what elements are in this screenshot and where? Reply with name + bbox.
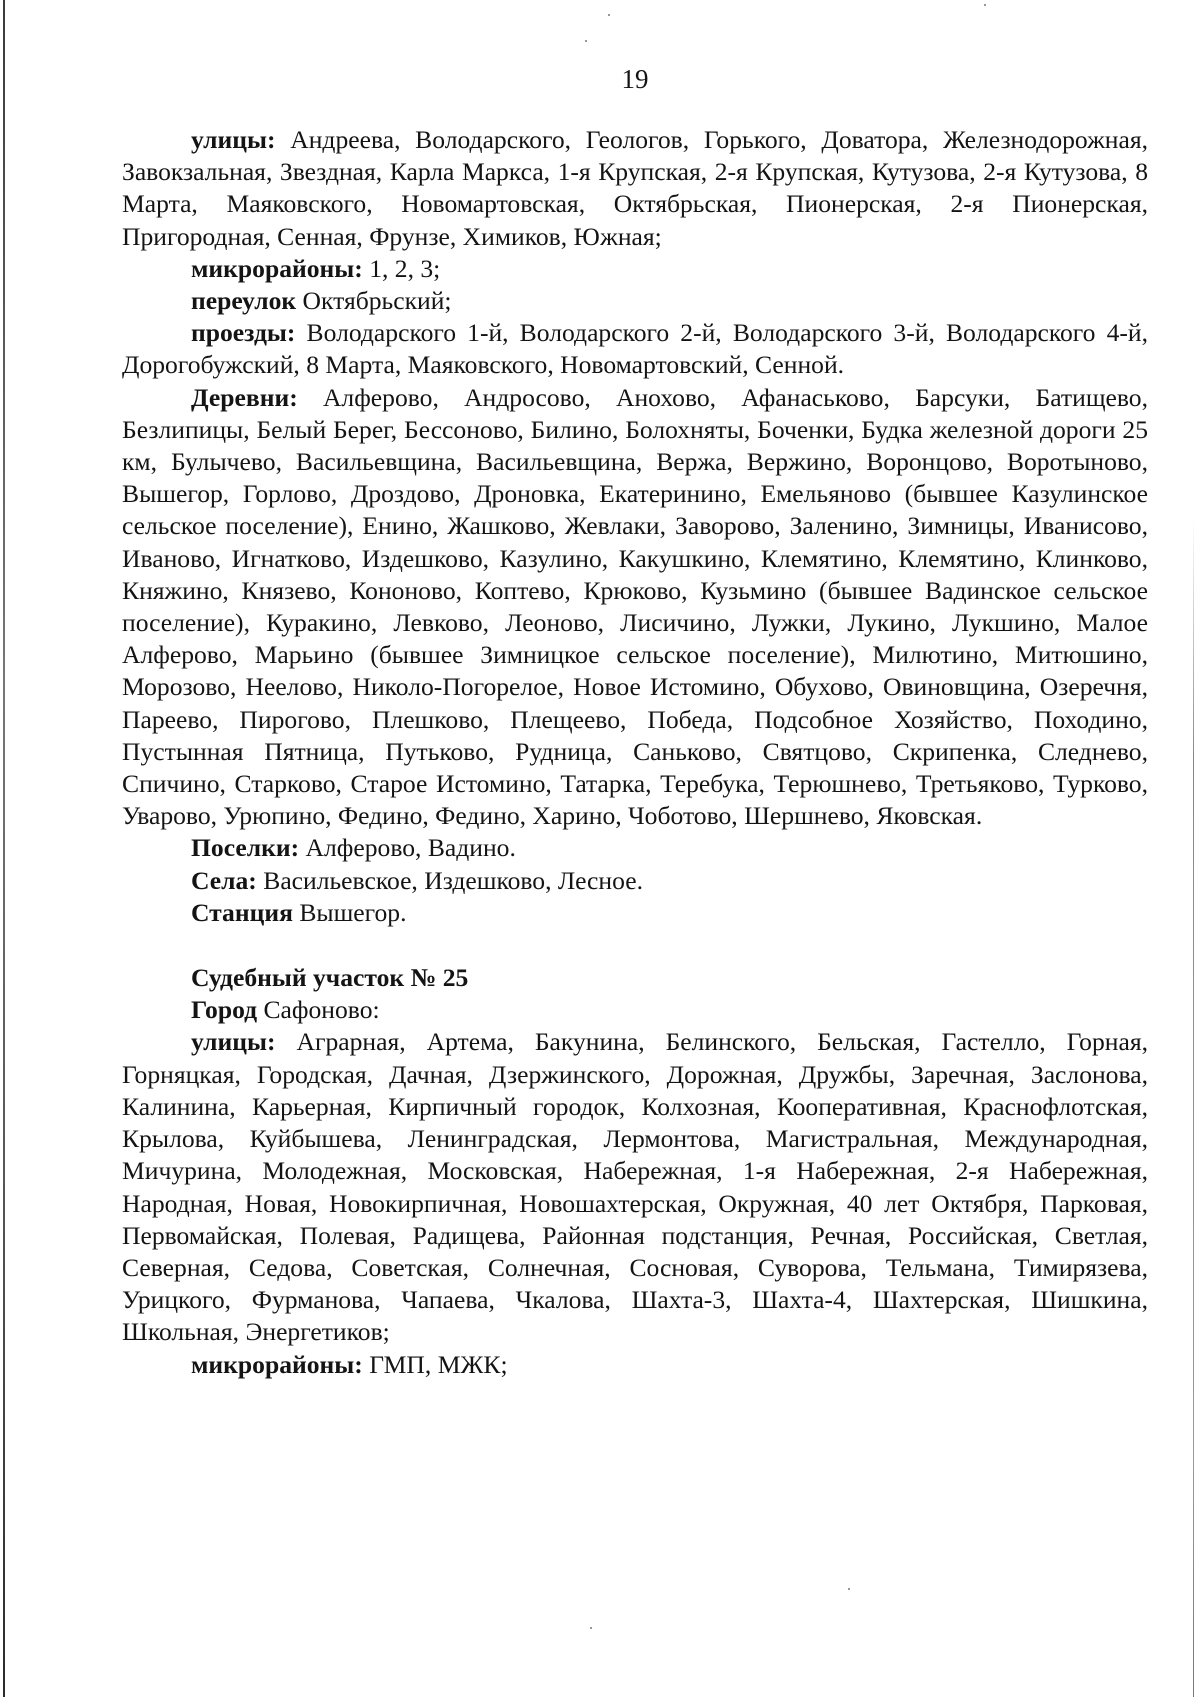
streets-label: улицы: bbox=[191, 125, 276, 154]
passages-paragraph bbox=[122, 317, 1148, 381]
passages-label: проезды: bbox=[191, 318, 296, 348]
scan-speck bbox=[585, 40, 587, 42]
station-label: Станция bbox=[191, 897, 293, 927]
villages-paragraph bbox=[122, 382, 1148, 833]
lane-list: Октябрьский; bbox=[296, 286, 452, 316]
lane-paragraph bbox=[122, 285, 1148, 317]
station-list: Вышегор. bbox=[292, 897, 407, 927]
page-number: 19 bbox=[621, 64, 649, 94]
settlements-paragraph bbox=[122, 832, 1148, 864]
streets-paragraph bbox=[122, 124, 1148, 253]
scan-speck bbox=[848, 1588, 850, 1590]
section-gap bbox=[122, 929, 1148, 962]
microdistricts-label: микрорайоны: bbox=[191, 253, 363, 283]
streets-list: Андреева, Володарского, Геологов, Горького, Доватора, Железнодорожная, Завокзальная, Звездная, Карла Маркса, 1-я Крупская, 2-я Крупская, Кутузова, 2-я Кутузова, 8 Марта, Маяковского, Новомартовская, Октябрьская, Пионерская, 2-я Пионерская, Пригородная, Сенная, Фрунзе, Химиков, Южная; bbox=[122, 125, 1148, 251]
settlements-list: Алферово, Вадино. bbox=[299, 833, 516, 863]
scan-left-edge bbox=[3, 0, 5, 1697]
scan-speck bbox=[984, 4, 986, 6]
station-paragraph bbox=[122, 897, 1148, 929]
passages-list: Володарского 1-й, Володарского 2-й, Володарского 3-й, Володарского 4-й, Дорогобужский, 8 Марта, Маяковского, Новомартовский, Сенной. bbox=[122, 318, 1148, 380]
microdistricts-list: 1, 2, 3; bbox=[362, 253, 441, 283]
selo-label: Села: bbox=[191, 865, 257, 895]
scan-speck bbox=[590, 1627, 592, 1629]
city-streets-label: улицы: bbox=[191, 1027, 276, 1057]
villages-label: Деревни: bbox=[191, 382, 298, 412]
settlements-label: Поселки: bbox=[191, 833, 300, 863]
section-heading bbox=[122, 962, 1148, 994]
section-title: Судебный участок № 25 bbox=[191, 963, 469, 993]
microdistricts-paragraph bbox=[122, 253, 1148, 285]
city-streets-list: Аграрная, Артема, Бакунина, Белинского, Бельская, Гастелло, Горная, Горняцкая, Городская, Дачная, Дзержинского, Дорожная, Дружбы, Заречная, Заслонова, Калинина, Карьерная, Кирпичный городок, Колхозная, Кооперативная, Краснофлотская, Крылова, Куйбышева, Ленинградская, Лермонтова, Магистральная, Международная, Мичурина, Молодежная, Московская, Набережная, 1-я Набережная, 2-я Набережная, Народная, Новая, Новокирпичная, Новошахтерская, Окружная, 40 лет Октября, Парковая, Первомайская, Полевая, Радищева, Районная подстанция, Речная, Российская, Светлая, Северная, Седова, Советская, Солнечная, Сосновая, Суворова, Тельмана, Тимирязева, Урицкого, Фурманова, Чапаева, Чкалова, Шахта-3, Шахта-4, Шахтерская, Шишкина, Школьная, Энергетиков; bbox=[122, 1027, 1148, 1347]
city-microdistricts-list: ГМП, МЖК; bbox=[362, 1349, 508, 1379]
city-paragraph bbox=[122, 994, 1148, 1026]
selo-list: Васильевское, Издешково, Лесное. bbox=[256, 865, 643, 895]
city-name: Сафоново: bbox=[257, 995, 380, 1025]
city-microdistricts-label: микрорайоны: bbox=[191, 1349, 363, 1379]
city-microdistricts-paragraph bbox=[122, 1349, 1148, 1381]
selo-paragraph bbox=[122, 865, 1148, 897]
document-body bbox=[122, 124, 1148, 1381]
scan-speck bbox=[608, 14, 610, 16]
city-label: Город bbox=[191, 995, 258, 1025]
lane-label: переулок bbox=[191, 286, 297, 316]
scan-right-edge bbox=[1193, 520, 1194, 1697]
city-streets-paragraph bbox=[122, 1026, 1148, 1348]
villages-list: Алферово, Андросово, Анохово, Афанаськово, Барсуки, Батищево, Безлипицы, Белый Берег, Бессоново, Билино, Болохняты, Боченки, Будка железной дороги 25 км, Булычево, Васильевщина, Васильевщина, Вержа, Вержино, Воронцово, Воротыново, Вышегор, Горлово, Дроздово, Дроновка, Екатеринино, Емельяново (бывшее Казулинское сельское поселение), Енино, Жашково, Жевлаки, Заворово, Заленино, Зимницы, Иванисово, Иваново, Игнатково, Издешково, Казулино, Какушкино, Клемятино, Клемятино, Клинково, Княжино, Князево, Кононово, Коптево, Крюково, Кузьмино (бывшее Вадинское сельское поселение), Куракино, Левково, Леоново, Лисичино, Лужки, Лукино, Лукшино, Малое Алферово, Марьино (бывшее Зимницкое сельское поселение), Милютино, Митюшино, Морозово, Неелово, Николо-Погорелое, Новое Истомино, Обухово, Овиновщина, Озеречня, Пареево, Пирогово, Плешково, Плещеево, Победа, Подсобное Хозяйство, Походино, Пустынная Пятница, Путьково, Рудница, Саньково, Святцово, Скрипенка, Следнево, Спичино, Старково, Старое Истомино, Татарка, Теребука, Терюшнево, Третьяково, Турково, Уварово, Урюпино, Федино, Федино, Харино, Чоботово, Шершнево, Яковская. bbox=[122, 382, 1148, 831]
